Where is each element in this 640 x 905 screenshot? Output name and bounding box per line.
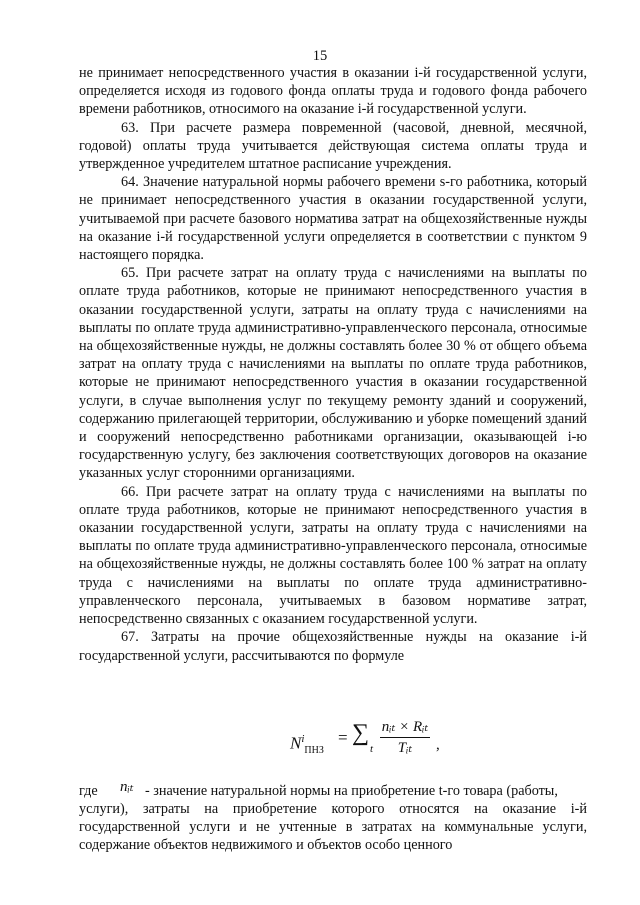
- formula-sum-index: t: [370, 743, 374, 755]
- formula-lhs: [290, 730, 324, 760]
- formula-lhs-superscript: i: [301, 733, 305, 745]
- where-definition: - значение натуральной нормы на приобретение t-го товара (работы,: [145, 783, 558, 799]
- body-text: [79, 64, 587, 665]
- formula-fraction: [380, 718, 430, 757]
- where-first-line: [79, 778, 587, 800]
- formula-denominator: Tᵢₜ: [397, 740, 413, 756]
- formula-numerator: nᵢₜ × Rᵢₜ: [381, 719, 429, 735]
- paragraph-continuation: не принимает непосредственного участия в оказании i-й государственной услуги, определяется исходя из годового фонда оплаты труда и годового фонда рабочего времени работников, относимого на оказание i-й государственной услуги.: [79, 65, 587, 118]
- formula-lhs-subscript: ПНЗ: [304, 745, 324, 757]
- formula-lhs-symbol: N: [290, 733, 302, 753]
- page-number: 15: [312, 48, 328, 64]
- formula: [290, 716, 490, 766]
- paragraph-65: 65. При расчете затрат на оплату труда с начислениями на выплаты по оплате труда работников, которые не принимают непосредственного участия в оказании государственной услуги, затраты на оплату труда с начислениями на выплаты по оплате труда административно-управленческого персонала, относимые на общехозяйственные нужды, не должны составлять более 30 % от общего объема затрат на оплату труда с начислениями на выплаты по оплате труда работников, которые не принимают непосредственного участия в оказании государственной услуги, в случае выполнения услуг по текущему ремонту зданий и сооружений, содержанию прилегающей территории, обслуживанию и уборке помещений зданий и сооружений непосредственно работниками организации, оказывающей i-ю государственную услугу, без заключения соответствующих договоров на оказание указанных услуг сторонними организациями.: [79, 265, 587, 482]
- formula-sum-symbol: ∑: [352, 720, 370, 746]
- paragraph-63: 63. При расчете размера повременной (часовой, дневной, месячной, годовой) оплаты труда учитывается действующая система оплаты труда и утвержденное учредителем штатное расписание учреждения.: [79, 119, 587, 173]
- formula-equals: =: [338, 728, 348, 747]
- where-continuation: услуги), затраты на приобретение которого относятся на оказание i-й государственной услуги и не учтенные в затратах на коммунальные услуги, содержание объектов недвижимого и объектов особо ценного: [79, 801, 587, 854]
- paragraph-64: 64. Значение натуральной нормы рабочего времени s-го работника, который не принимает непосредственного участия в оказании государственной услуги, учитываемой при расчете базового норматива затрат на общехозяйственные нужды на оказание i-й государственной услуги определяется в соответствии с пунктом 9 настоящего порядка.: [79, 174, 587, 264]
- where-label: где: [79, 783, 98, 799]
- where-section: [79, 778, 587, 855]
- paragraph-66: 66. При расчете затрат на оплату труда с начислениями на выплаты по оплате труда работников, которые не принимают непосредственного участия в оказании государственной услуги, затраты на оплату труда с начислениями на выплаты по оплате труда административно-управленческого персонала, относимые на общехозяйственные нужды, не должны составлять более 100 % затрат на оплату труда с начислениями на выплаты по оплате труда административно-управленческого персонала, учитываемых в базовом нормативе затрат, непосредственно связанных с оказанием государственной услуги.: [79, 483, 587, 628]
- where-symbol: nᵢₜ: [120, 779, 134, 795]
- formula-fraction-bar: [380, 737, 430, 738]
- formula-comma: ,: [436, 737, 440, 753]
- paragraph-67: 67. Затраты на прочие общехозяйственные нужды на оказание i-й государственной услуги, рассчитываются по формуле: [79, 629, 587, 664]
